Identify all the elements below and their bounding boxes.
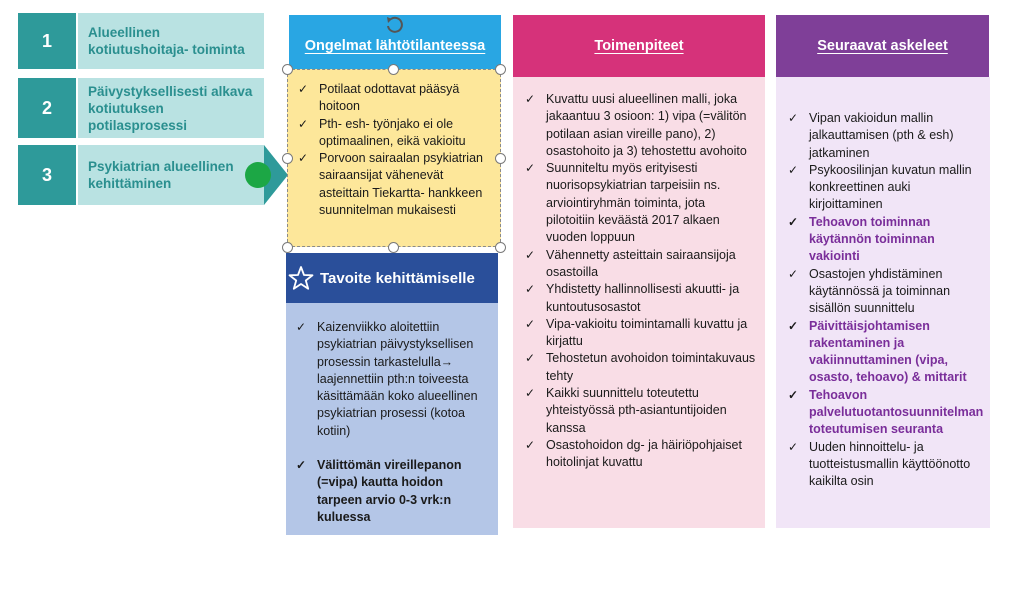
resize-handle-left[interactable]: [282, 153, 293, 164]
check-icon: ✓: [525, 92, 536, 106]
goal-item: ✓ Kaizenviikko aloitettiin psykiatrian päivystyksellisen prosessin tarkastelulla→ laajennettiin pth:n toiveesta käsittämään koko alueellinen psykiatrian prosessi (kotoa kotiin): [296, 320, 478, 438]
next-steps-body: [776, 77, 990, 528]
star-icon: [288, 265, 314, 291]
measure-item: ✓ Kuvattu uusi alueellinen malli, joka jakaantuu 3 osioon: 1) vipa (=välitön potilaan asian vireille pano), 2) osastohoito ja 3) tehostettu avohoito: [525, 92, 747, 158]
check-icon: ✓: [788, 214, 799, 229]
next-step-item-highlighted: ✓ Tehoavon palvelutuotantosuunnitelman toteutumisen seuranta: [788, 387, 984, 437]
check-icon: ✓: [296, 320, 307, 334]
check-icon: ✓: [788, 111, 799, 125]
resize-handle-top-right[interactable]: [495, 64, 506, 75]
check-icon: ✓: [788, 162, 799, 177]
check-icon: ✓: [298, 82, 309, 96]
check-icon: ✓: [525, 247, 536, 262]
measure-item: ✓ Vipa-vakioitu toimintamalli kuvattu ja kirjattu: [525, 316, 748, 349]
goal-header: [286, 253, 498, 303]
check-icon: ✓: [788, 318, 799, 333]
problems-body[interactable]: [287, 69, 501, 247]
step-1-number: 1: [18, 13, 76, 69]
check-icon: ✓: [788, 439, 799, 454]
check-icon: ✓: [525, 437, 536, 452]
problems-header[interactable]: Ongelmat lähtötilanteessa: [289, 15, 501, 77]
next-step-item: ✓ Osastojen yhdistäminen käytännössä ja toiminnan sisällön suunnittelu: [788, 266, 951, 316]
resize-handle-top-left[interactable]: [282, 64, 293, 75]
check-icon: ✓: [296, 458, 307, 473]
problem-item: ✓ Potilaat odottavat pääsyä hoitoon: [298, 82, 460, 114]
next-step-item: ✓ Psykoosilinjan kuvatun mallin konkreettinen auki kirjoittaminen: [788, 162, 972, 212]
check-icon: ✓: [298, 151, 309, 166]
step-3-label: Psykiatrian alueellinen kehittäminen: [78, 145, 264, 205]
resize-handle-bottom-left[interactable]: [282, 242, 293, 253]
step-3-number: 3: [18, 145, 76, 205]
next-steps-list: [784, 110, 984, 491]
measure-item: ✓ Suunniteltu myös erityisesti nuorisopsykiatrian tarpeisiin ns. arviointiryhmän toiminta, jota pilotoitiin keväästä 2017 alkaen vuoden loppuun: [525, 161, 721, 245]
next-step-item: ✓ Uuden hinnoittelu- ja tuotteistusmallin käyttöönotto kaikilta osin: [788, 439, 971, 489]
goal-list: [292, 319, 490, 526]
measure-item: ✓ Yhdistetty hallinnollisesti akuutti- ja kuntoutusosastot: [525, 282, 740, 314]
step-2-number: 2: [18, 78, 76, 138]
step-2-label: Päivystyksellisesti alkava kotiutuksen potilasprosessi: [78, 78, 264, 138]
next-step-item-highlighted: ✓ Päivittäisjohtamisen rakentaminen ja vakiinnuttaminen (vipa, osasto, tehoavo) & mittarit: [788, 318, 967, 385]
check-icon: ✓: [525, 282, 536, 297]
resize-handle-right[interactable]: [495, 153, 506, 164]
problem-item: ✓ Pth- esh- työnjako ei ole optimaalinen, eikä vakioitu: [298, 116, 466, 148]
goal-body: [286, 303, 498, 535]
problems-list: [294, 81, 494, 219]
goal-title: Tavoite kehittämiselle: [320, 269, 475, 287]
check-icon: ✓: [298, 116, 309, 131]
measure-item: ✓ Osastohoidon dg- ja häiriöpohjaiset hoitolinjat kuvattu: [525, 437, 742, 470]
check-icon: ✓: [525, 351, 536, 366]
measure-item: ✓ Tehostetun avohoidon toimintakuvaus tehty: [525, 351, 756, 383]
next-step-item-highlighted: ✓ Tehoavon toiminnan käytännön toiminnan vakiointi: [788, 214, 935, 264]
rotate-handle-icon[interactable]: [382, 13, 408, 37]
check-icon: ✓: [788, 266, 799, 281]
measures-header: Toimenpiteet: [513, 15, 765, 77]
measure-item: ✓ Vähennetty asteittain sairaansijoja osastoilla: [525, 247, 736, 279]
resize-handle-top[interactable]: [388, 64, 399, 75]
green-connector-dot: [245, 162, 271, 188]
measures-body: [513, 77, 765, 528]
resize-handle-bottom-right[interactable]: [495, 242, 506, 253]
check-icon: ✓: [525, 316, 536, 331]
goal-item: ✓ Välittömän vireillepanon (=vipa) kautta hoidon tarpeen arvio 0-3 vrk:n kuluessa: [296, 458, 462, 524]
measures-list: [521, 91, 757, 472]
next-steps-header: Seuraavat askeleet: [776, 15, 989, 77]
check-icon: ✓: [525, 161, 536, 176]
resize-handle-bottom[interactable]: [388, 242, 399, 253]
next-step-item: ✓ Vipan vakioidun mallin jalkauttamisen (pth & esh) jatkaminen: [788, 111, 954, 160]
measure-item: ✓ Kaikki suunnittelu toteutettu yhteistyössä pth-asiantuntijoiden kanssa: [525, 386, 727, 435]
problem-item: ✓ Porvoon sairaalan psykiatrian sairaansijat vähenevät asteittain Tiekartta- hankkeen suunnitelman mukaisesti: [298, 151, 483, 218]
step-1-label: Alueellinen kotiutushoitaja- toiminta: [78, 13, 264, 69]
check-icon: ✓: [525, 386, 536, 401]
check-icon: ✓: [788, 387, 799, 402]
